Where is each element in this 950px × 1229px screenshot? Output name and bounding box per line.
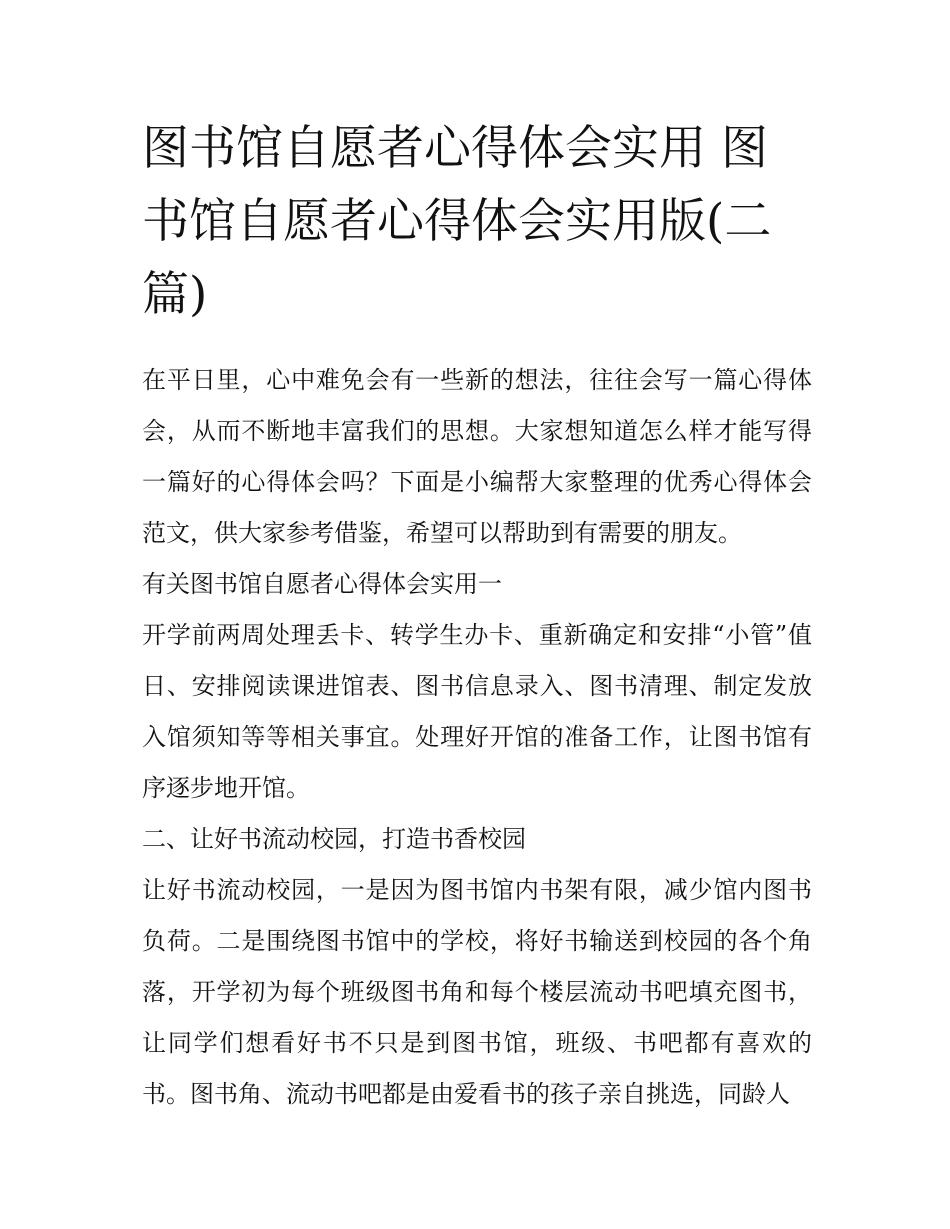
section-heading-two: 二、让好书流动校园，打造书香校园	[142, 825, 526, 853]
document-body	[142, 355, 812, 1120]
section-one-paragraph: 开学前两周处理丢卡、转学生办卡、重新确定和安排“小管”值日、安排阅读课进馆表、图书信息录入、图书清理、制定发放入馆须知等等相关事宜。处理好开馆的准备工作，让图书馆有序逐步地开馆。	[142, 621, 812, 802]
section-heading-one: 有关图书馆自愿者心得体会实用一	[142, 570, 502, 598]
document-title: 图书馆自愿者心得体会实用 图书馆自愿者心得体会实用版(二篇)	[142, 121, 772, 322]
section-two-paragraph: 让好书流动校园，一是因为图书馆内书架有限，减少馆内图书负荷。二是围绕图书馆中的学校，将好书输送到校园的各个角落，开学初为每个班级图书角和每个楼层流动书吧填充图书，让同学们想看好书不只是到图书馆，班级、书吧都有喜欢的书。图书角、流动书吧都是由爱看书的孩子亲自挑选，同龄人	[142, 876, 812, 1108]
intro-paragraph: 在平日里，心中难免会有一些新的想法，往往会写一篇心得体会，从而不断地丰富我们的思想。大家想知道怎么样才能写得一篇好的心得体会吗？下面是小编帮大家整理的优秀心得体会范文，供大家参考借鉴，希望可以帮助到有需要的朋友。	[142, 366, 812, 547]
